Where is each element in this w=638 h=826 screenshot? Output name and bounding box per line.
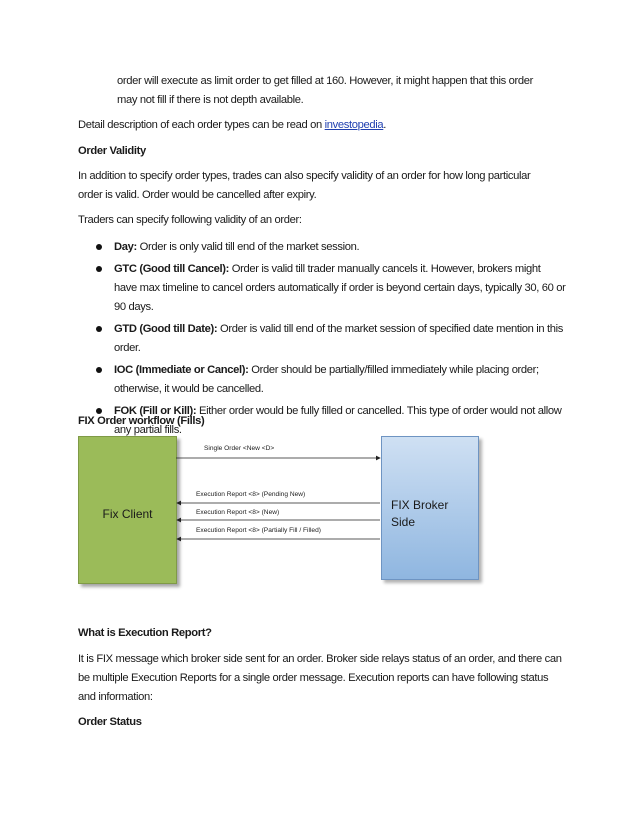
detail-prefix: Detail description of each order types can be read on: [78, 119, 325, 131]
intro-line-1: order will execute as limit order to get filled at 160. However, it might happen that this order: [117, 75, 533, 87]
execution-report-heading: What is Execution Report?: [78, 627, 212, 639]
message-label-new: Execution Report <8> (New): [196, 509, 280, 516]
execution-line-2: be multiple Execution Reports for a single order message. Execution reports can have following status: [78, 672, 549, 684]
fix-broker-label: FIX Broker Side: [391, 498, 449, 529]
validity-text: Order is valid till trader manually cancels it. However, brokers might have max timeline to cancel orders automatically if order is beyond certain days, typically 30, 60 or 90 days.: [114, 263, 566, 313]
workflow-heading: FIX Order workflow (Fills): [78, 415, 205, 427]
order-validity-heading: Order Validity: [78, 145, 146, 157]
validity-term: GTD (Good till Date):: [114, 323, 218, 335]
detail-suffix: .: [383, 119, 387, 131]
validity-text: Order is only valid till end of the market session.: [136, 241, 360, 253]
execution-line-3: and information:: [78, 691, 153, 703]
validity-para2: Traders can specify following validity of an order:: [78, 214, 302, 226]
investopedia-link[interactable]: investopedia: [324, 119, 384, 131]
message-label-pending-new: Execution Report <8> (Pending New): [196, 491, 306, 498]
message-label-fill: Execution Report <8> (Partially Fill / Filled): [196, 527, 321, 534]
validity-text: Either order would be fully filled or cancelled. This type of order would not allow any partial fills.: [114, 405, 562, 436]
validity-text: Order should be partially/filled immediately while placing order; otherwise, it would be cancelled.: [114, 364, 539, 395]
execution-line-1: It is FIX message which broker side sent for an order. Broker side relays status of an order, and there can: [78, 653, 562, 665]
validity-term: IOC (Immediate or Cancel):: [114, 364, 249, 376]
order-status-heading: Order Status: [78, 716, 142, 728]
validity-text: Order is valid till end of the market session of specified date mention in this order.: [114, 323, 564, 354]
validity-term: Day:: [114, 241, 137, 253]
validity-term: GTC (Good till Cancel):: [114, 263, 230, 275]
validity-term: FOK (Fill or Kill):: [114, 405, 197, 417]
message-label-new-order: Single Order <New <D>: [204, 445, 275, 452]
validity-para1-line1: In addition to specify order types, trades can also specify validity of an order for how long particular: [78, 170, 531, 182]
fix-client-label: Fix Client: [102, 507, 153, 521]
validity-para1-line2: order is valid. Order would be cancelled after expiry.: [78, 189, 317, 201]
intro-line-2: may not fill if there is not depth available.: [117, 94, 304, 106]
